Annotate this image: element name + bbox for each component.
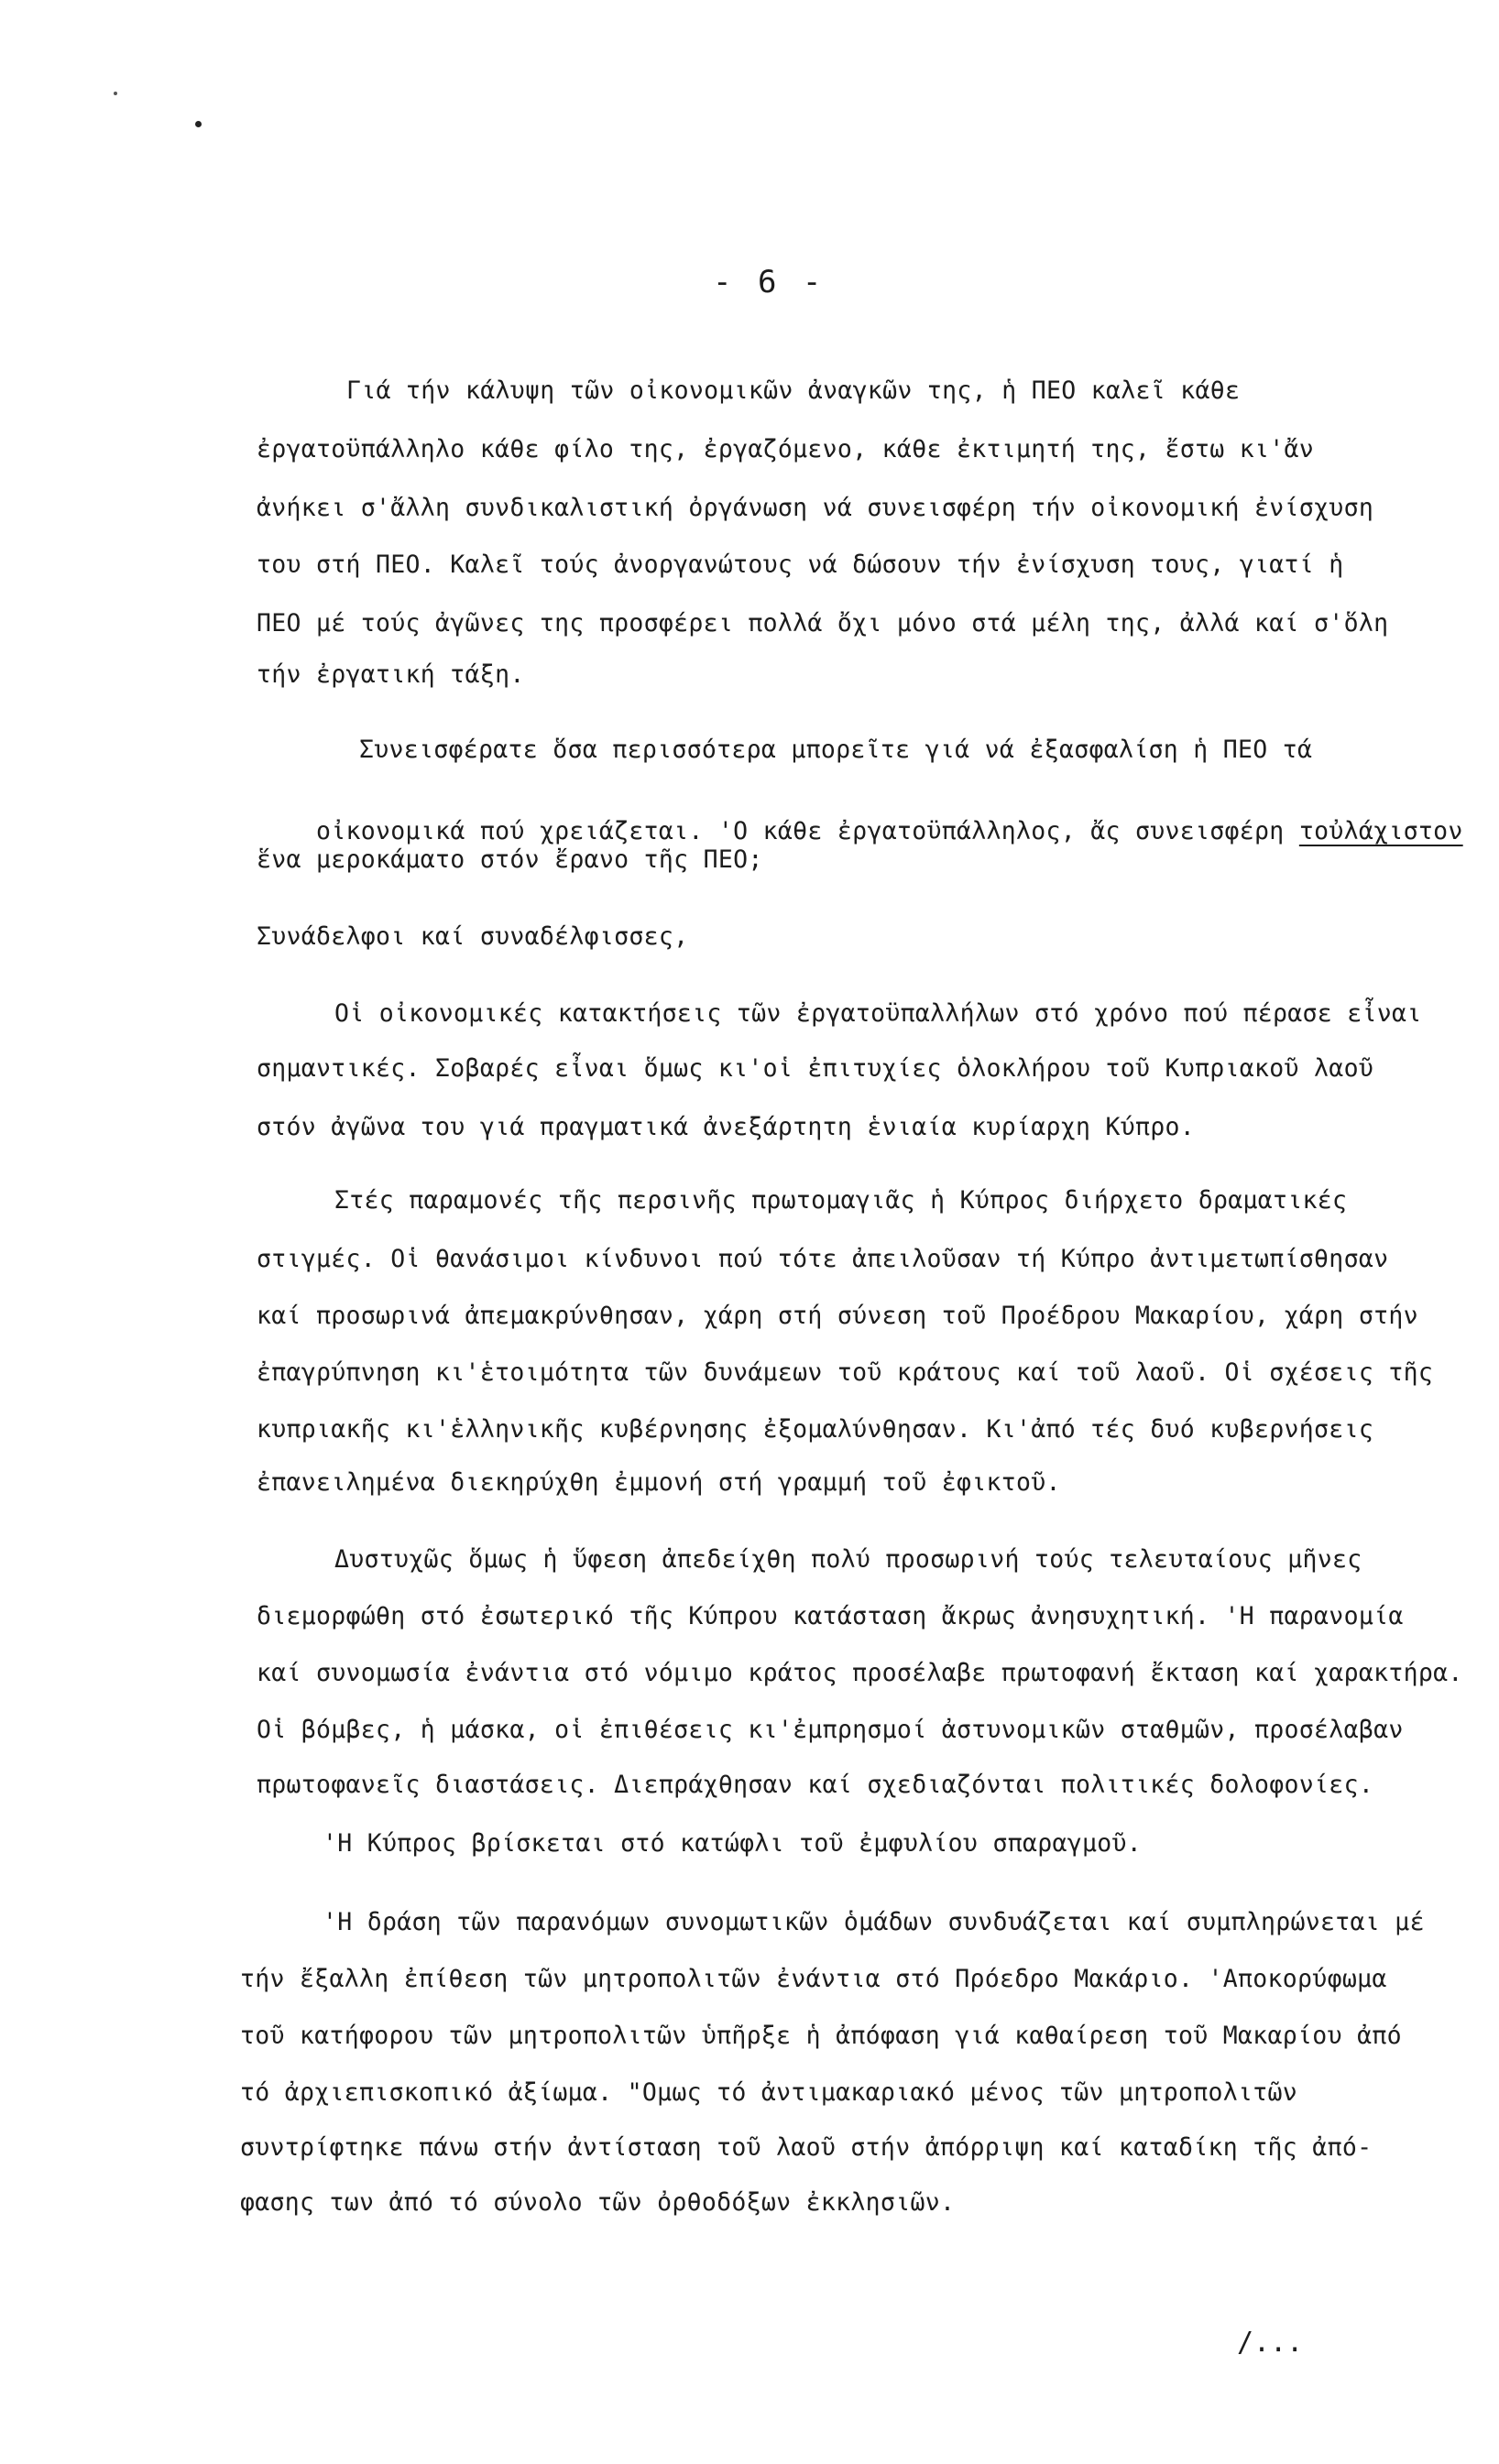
scan-speck	[195, 121, 202, 127]
underlined-word: τοὐλάχιστον	[1298, 816, 1463, 845]
text-line: ἐπαγρύπνηση κι'ἑτοιμότητα τῶν δυνάμεων τοῦ κράτους καί τοῦ λαοῦ. Οἱ σχέσεις τῆς	[257, 1358, 1434, 1387]
text-line: ἐπανειλημένα διεκηρύχθη ἐμμονή στή γραμμή τοῦ ἐφικτοῦ.	[257, 1468, 1061, 1497]
text-line: σημαντικές. Σοβαρές εἶναι ὅμως κι'οἱ ἐπιτυχίες ὁλοκλήρου τοῦ Κυπριακοῦ λαοῦ	[257, 1054, 1374, 1083]
text-line: Γιά τήν κάλυψη τῶν οἰκονομικῶν ἀναγκῶν της, ἡ ΠΕΟ καλεῖ κάθε	[346, 376, 1241, 405]
text-span: οἰκονομικά πού χρειάζεται. 'Ο κάθε ἐργατοϋπάλληλος, ἄς συνεισφέρη	[316, 816, 1285, 845]
text-line: τοῦ κατήφορου τῶν μητροπολιτῶν ὑπῆρξε ἡ ἀπόφαση γιά καθαίρεση τοῦ Μακαρίου ἀπό	[240, 2022, 1402, 2050]
text-line: κυπριακῆς κι'ἑλληνικῆς κυβέρνησης ἐξομαλύνθησαν. Κι'ἀπό τές δυό κυβερνήσεις	[257, 1415, 1374, 1444]
text-line: διεμορφώθη στό ἐσωτερικό τῆς Κύπρου κατάσταση ἄκρως ἀνησυχητική. 'Η παρανομία	[257, 1602, 1404, 1630]
text-line: Συνεισφέρατε ὅσα περισσότερα μπορεῖτε γιά νά ἐξασφαλίση ἡ ΠΕΟ τά	[359, 736, 1313, 764]
text-line: ἀνήκει σ'ἄλλη συνδικαλιστική ὀργάνωση νά συνεισφέρη τήν οἰκονομική ἐνίσχυση	[257, 494, 1374, 522]
text-line: ἐργατοϋπάλληλο κάθε φίλο της, ἐργαζόμενο, κάθε ἐκτιμητή της, ἔστω κι'ἄν	[257, 435, 1315, 463]
text-line: 'Η Κύπρος βρίσκεται στό κατώφλι τοῦ ἐμφυλίου σπαραγμοῦ.	[323, 1829, 1142, 1858]
text-line: Στές παραμονές τῆς περσινῆς πρωτομαγιᾶς ἡ Κύπρος διήρχετο δραματικές	[334, 1186, 1348, 1215]
text-line: καί προσωρινά ἀπεμακρύνθησαν, χάρη στή σύνεση τοῦ Προέδρου Μακαρίου, χάρη στήν	[257, 1302, 1418, 1330]
text-line: του στή ΠΕΟ. Καλεῖ τούς ἀνοργανώτους νά δώσουν τήν ἐνίσχυση τους, γιατί ἡ	[257, 551, 1344, 579]
text-line: τήν ἐργατική τάξη.	[257, 660, 525, 689]
text-line: στόν ἀγῶνα του γιά πραγματικά ἀνεξάρτητη ἑνιαία κυρίαρχη Κύπρο.	[257, 1113, 1196, 1141]
text-line: συντρίφτηκε πάνω στήν ἀντίσταση τοῦ λαοῦ στήν ἀπόρριψη καί καταδίκη τῆς ἀπό-	[240, 2133, 1373, 2162]
text-line: Συνάδελφοι καί συναδέλφισσες,	[257, 922, 689, 951]
scan-speck	[114, 92, 117, 95]
text-line: στιγμές. Οἱ θανάσιμοι κίνδυνοι πού τότε ἀπειλοῦσαν τή Κύπρο ἀντιμετωπίσθησαν	[257, 1245, 1389, 1273]
text-line: 'Η δράση τῶν παρανόμων συνομωτικῶν ὁμάδων συνδυάζεται καί συμπληρώνεται μέ	[323, 1908, 1425, 1936]
page-number: - 6 -	[713, 264, 826, 300]
text-line: Οἱ βόμβες, ἡ μάσκα, οἱ ἐπιθέσεις κι'ἐμπρησμοί ἀστυνομικῶν σταθμῶν, προσέλαβαν	[257, 1716, 1404, 1744]
text-line: φασης των ἀπό τό σύνολο τῶν ὀρθοδόξων ἐκκλησιῶν.	[240, 2188, 956, 2217]
text-line: ΠΕΟ μέ τούς ἀγῶνες της προσφέρει πολλά ὄχι μόνο στά μέλη της, ἀλλά καί σ'ὅλη	[257, 609, 1389, 638]
text-line: καί συνομωσία ἐνάντια στό νόμιμο κράτος προσέλαβε πρωτοφανή ἔκταση καί χαρακτήρα.	[257, 1659, 1463, 1687]
text-line: Δυστυχῶς ὅμως ἡ ὕφεση ἀπεδείχθη πολύ προσωρινή τούς τελευταίους μῆνες	[334, 1545, 1362, 1574]
text-line: τό ἀρχιεπισκοπικό ἀξίωμα. "Ομως τό ἀντιμακαριακό μένος τῶν μητροπολιτῶν	[240, 2078, 1298, 2107]
text-line: ἕνα μεροκάματο στόν ἔρανο τῆς ΠΕΟ;	[257, 845, 763, 874]
text-line: τήν ἔξαλλη ἐπίθεση τῶν μητροπολιτῶν ἐνάντια στό Πρόεδρο Μακάριο. 'Αποκορύφωμα	[240, 1965, 1387, 1993]
text-line: πρωτοφανεῖς διαστάσεις. Διεπράχθησαν καί σχεδιαζόνται πολιτικές δολοφονίες.	[257, 1771, 1374, 1799]
continuation-mark: /...	[1237, 2327, 1304, 2359]
text-line: Οἱ οἰκονομικές κατακτήσεις τῶν ἐργατοϋπαλλήλων στό χρόνο πού πέρασε εἶναι	[334, 999, 1422, 1028]
